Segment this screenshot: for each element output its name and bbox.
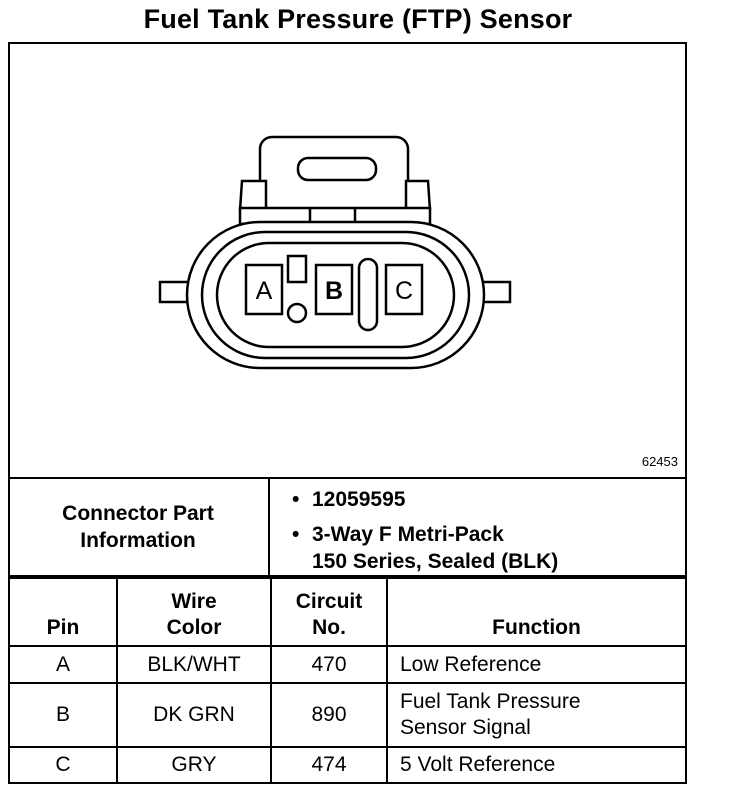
part-number: • 12059595 bbox=[292, 488, 406, 511]
latch-slot bbox=[298, 158, 376, 180]
connector-drawing bbox=[10, 44, 685, 477]
bullet-icon: • bbox=[292, 488, 300, 511]
connector-illustration bbox=[10, 44, 685, 477]
circuit-cell: 470 bbox=[271, 646, 387, 683]
wire-color-cell: GRY bbox=[117, 747, 271, 783]
header-wire-color: Wire Color bbox=[117, 578, 271, 646]
page-title: Fuel Tank Pressure (FTP) Sensor bbox=[143, 4, 573, 34]
pin-label-a: A bbox=[255, 277, 273, 305]
pin-cell: C bbox=[9, 747, 117, 783]
header-circuit: Circuit No. bbox=[271, 578, 387, 646]
function-cell: 5 Volt Reference bbox=[387, 747, 686, 783]
pin-cell: A bbox=[9, 646, 117, 683]
circuit-cell: 474 bbox=[271, 747, 387, 783]
function-cell: Low Reference bbox=[387, 646, 686, 683]
bullet-icon: • bbox=[292, 523, 300, 546]
key-post bbox=[288, 304, 306, 322]
table-row bbox=[9, 683, 686, 747]
wire-color-cell: DK GRN bbox=[117, 683, 271, 747]
header-pin: Pin bbox=[9, 578, 117, 646]
connector-type: • 3-Way F Metri-Pack bbox=[292, 523, 504, 546]
table-row bbox=[9, 747, 686, 783]
wire-color-cell: BLK/WHT bbox=[117, 646, 271, 683]
left-ear bbox=[160, 282, 190, 302]
header-function: Function bbox=[387, 578, 686, 646]
connector-series: 150 Series, Sealed (BLK) bbox=[312, 550, 559, 573]
pin-label-c: C bbox=[394, 277, 414, 305]
connector-info bbox=[8, 477, 687, 577]
figure-id: 62453 bbox=[641, 454, 678, 469]
connector-info-label: Connector Part Information bbox=[8, 479, 270, 575]
pin-label-b: B bbox=[324, 277, 344, 305]
table-row bbox=[9, 646, 686, 683]
pin-cell: B bbox=[9, 683, 117, 747]
connector-info-values bbox=[270, 479, 687, 575]
pinout-table bbox=[8, 577, 687, 784]
circuit-cell: 890 bbox=[271, 683, 387, 747]
key-slot bbox=[288, 256, 306, 282]
function-cell: Fuel Tank Pressure Sensor Signal bbox=[387, 683, 686, 747]
center-divider bbox=[359, 259, 377, 330]
